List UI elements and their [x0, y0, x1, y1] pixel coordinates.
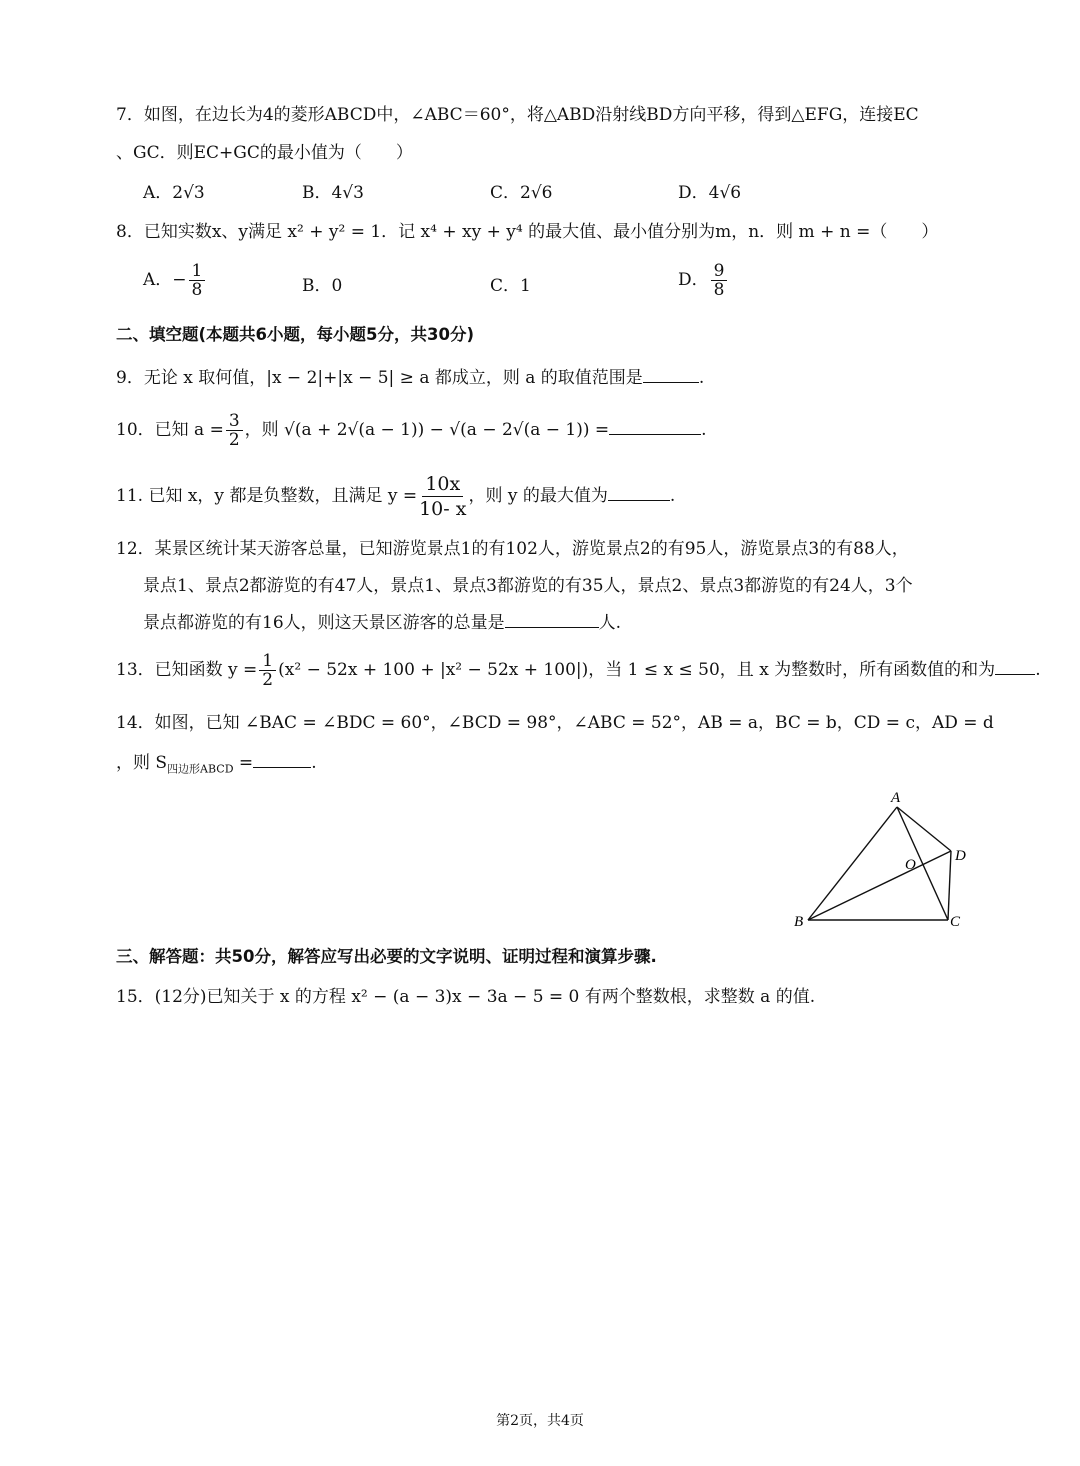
label-c: C — [950, 914, 961, 930]
label-b: B — [794, 914, 804, 930]
segment-bd — [808, 851, 951, 920]
q9-text: 9．无论 x 取何值，|x − 2|+|x − 5| ≥ a 都成立，则 a 的取值范围是 — [116, 368, 643, 388]
q9 — [116, 364, 704, 391]
q7-option-c: C．2√6 — [490, 183, 553, 203]
q8-option-b: B．0 — [302, 276, 343, 296]
q13-denominator: 2 — [262, 670, 274, 690]
quadrilateral-figure — [780, 786, 980, 936]
q11-answer-blank[interactable] — [608, 482, 670, 501]
q12-line3-text: 景点都游览的有16人，则这天景区游客的总量是 — [143, 613, 505, 633]
q14-answer-blank[interactable] — [253, 749, 311, 768]
q7-option-d: D．4√6 — [678, 183, 742, 203]
q11-numerator: 10x — [422, 472, 463, 497]
q12-line2: 景点1、景点2都游览的有47人，景点1、景点3都游览的有35人，景点2、景点3都游览的有24人，3个 — [143, 576, 913, 596]
q7-line1: 7．如图，在边长为4的菱形ABCD中，∠ABC＝60°，将△ABD沿射线BD方向平移，得到△EFG，连接EC — [116, 105, 919, 125]
q11 — [116, 472, 675, 521]
q7-option-b: B．4√3 — [302, 183, 364, 203]
page-footer: 第2页，共4页 — [496, 1413, 584, 1429]
q8-option-d-fraction — [711, 262, 728, 299]
q10-expression: ，则 √(a + 2√(a − 1)) − √(a − 2√(a − 1)) = — [244, 420, 610, 440]
q8-option-a-fraction — [189, 262, 206, 299]
q11-fraction — [419, 472, 466, 521]
q7-line2: 、GC．则EC+GC的最小值为（ ） — [116, 143, 413, 163]
q8-option-d-numerator: 9 — [711, 262, 728, 281]
q11-prefix: 11. 已知 x，y 都是负整数，且满足 y = — [116, 486, 418, 506]
q10-end: . — [701, 420, 707, 440]
q10 — [116, 410, 707, 450]
q8-option-a-label: A． — [143, 270, 173, 290]
q8-option-a-sign: − — [172, 270, 187, 290]
label-o: O — [905, 857, 916, 873]
segment-dc — [948, 851, 951, 920]
q8-option-d-denominator: 8 — [713, 280, 725, 300]
q10-answer-blank[interactable] — [609, 416, 701, 435]
q13-answer-blank[interactable] — [995, 656, 1035, 675]
q8-option-c: C．1 — [490, 276, 531, 296]
q14-line2-prefix: ，则 S — [116, 753, 168, 773]
label-d: D — [955, 848, 966, 864]
q13-fraction — [259, 652, 276, 689]
q7-option-a: A．2√3 — [143, 183, 205, 203]
segment-ad — [897, 807, 951, 851]
q8-option-a-denominator: 8 — [191, 280, 203, 300]
q13-end: . — [1035, 660, 1041, 680]
q9-end: . — [698, 368, 705, 388]
q8-option-d — [678, 262, 729, 299]
q12-line3-end: 人. — [598, 613, 622, 633]
q8-option-a — [143, 262, 207, 299]
q10-a-fraction — [226, 412, 243, 449]
q8-option-a-numerator: 1 — [189, 262, 206, 281]
q12-answer-blank[interactable] — [505, 609, 599, 628]
q14-line2-end: . — [311, 753, 317, 773]
q11-denominator: 10- x — [419, 498, 467, 520]
label-a: A — [891, 790, 901, 806]
q11-end: . — [669, 486, 676, 506]
q13 — [116, 650, 1041, 690]
segment-ab — [808, 807, 897, 920]
q13-numerator: 1 — [259, 652, 276, 671]
q14-area-subscript: 四边形ABCD — [167, 762, 234, 776]
section-2-heading: 二、填空题(本题共6小题，每小题5分，共30分) — [116, 325, 475, 344]
q10-prefix: 10．已知 a = — [116, 420, 224, 440]
q12-line3 — [143, 609, 621, 636]
q13-expression: (x² − 52x + 100 + |x² − 52x + 100|)，当 1 ≤ x ≤ 50，且 x 为整数时，所有函数值的和为 — [278, 660, 996, 680]
q9-answer-blank[interactable] — [643, 364, 699, 383]
q14-line2 — [116, 749, 317, 782]
q14-line1: 14．如图，已知 ∠BAC = ∠BDC = 60°，∠BCD = 98°，∠ABC = 52°，AB = a，BC = b，CD = c，AD = d — [116, 713, 994, 733]
q8-option-d-label: D． — [678, 270, 709, 290]
section-3-heading: 三、解答题：共50分，解答应写出必要的文字说明、证明过程和演算步骤. — [116, 947, 657, 966]
q10-a-denominator: 2 — [228, 430, 240, 450]
q11-middle: ，则 y 的最大值为 — [468, 486, 608, 506]
q13-prefix: 13．已知函数 y = — [116, 660, 258, 680]
q10-a-numerator: 3 — [226, 412, 243, 431]
q15: 15．(12分)已知关于 x 的方程 x² − (a − 3)x − 3a − 5 = 0 有两个整数根，求整数 a 的值. — [116, 987, 816, 1007]
q8-line1: 8．已知实数x、y满足 x² + y² = 1．记 x⁴ + xy + y⁴ 的最大值、最小值分别为m，n．则 m + n =（ ） — [116, 222, 939, 242]
q14-line2-equals: = — [233, 753, 254, 773]
q12-line1: 12．某景区统计某天游客总量，已知游览景点1的有102人，游览景点2的有95人，游览景点3的有88人， — [116, 539, 909, 559]
